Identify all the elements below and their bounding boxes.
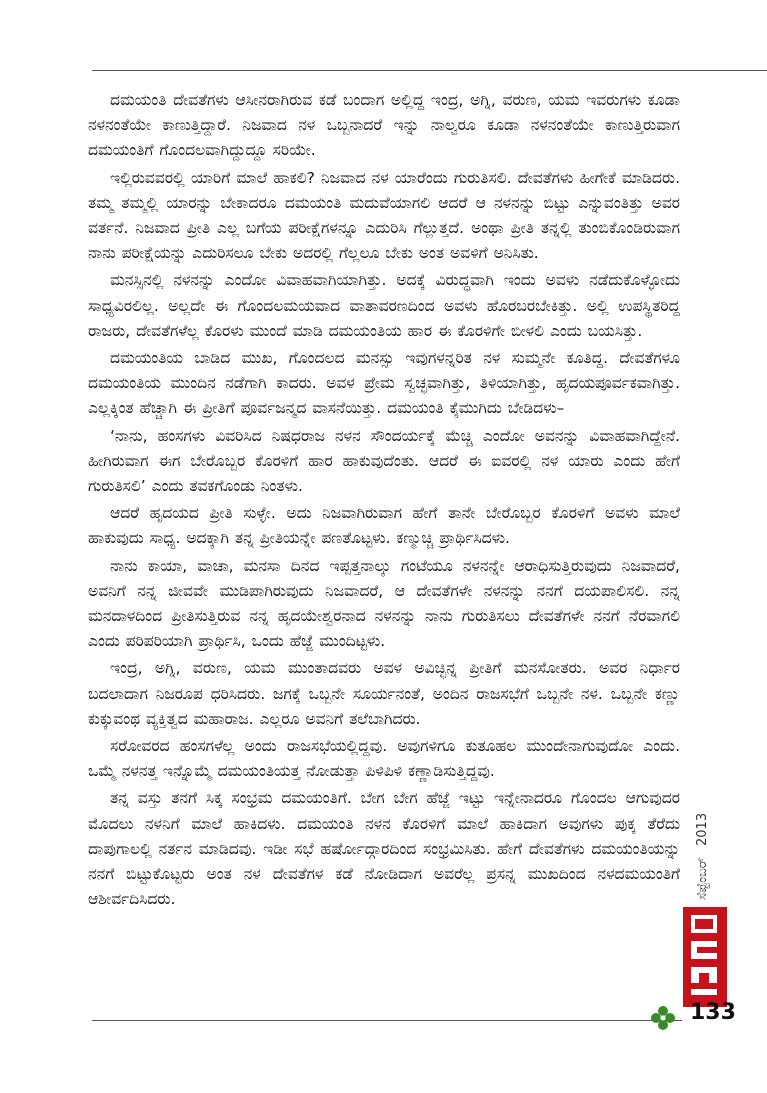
paragraph-8: ಇಂದ್ರ, ಅಗ್ನಿ, ವರುಣ, ಯಮ ಮುಂತಾದವರು ಅವಳ ಅವಿಚ್ಛಿನ್ನ ಪ್ರೀತಿಗೆ ಮನಸೋತರು. ಅವರ ನಿರ್ಧಾರ ಬದಲಾದಾಗ ನಿಜರೂಪ ಧರಿಸಿದರು. ಜಗಕ್ಕೆ ಒಬ್ಬನೇ ಸೂರ್ಯನಂತೆ, ಅಂದಿನ ರಾಜಸಭೆಗೆ ಒಬ್ಬನೇ ನಳ. ಒಬ್ಬನೇ ಕಣ್ಣು ಕುಕ್ಕುವಂಥ ವ್ಯಕ್ತಿತ್ವದ ಮಹಾರಾಜ. ಎಲ್ಲರೂ ಅವನಿಗೆ ತಲೆಬಾಗಿದರು. <box>88 659 680 728</box>
bottom-rule <box>92 1020 682 1021</box>
magazine-logo <box>681 905 731 1010</box>
paragraph-2: ಇಲ್ಲಿರುವವರಲ್ಲಿ ಯಾರಿಗೆ ಮಾಲೆ ಹಾಕಲಿ? ನಿಜವಾದ ನಳ ಯಾರೆಂದು ಗುರುತಿಸಲಿ. ದೇವತೆಗಳು ಹೀಗೇಕೆ ಮಾಡಿದರು. ತಮ್ಮ ತಮ್ಮಲ್ಲಿ ಯಾರನ್ನು ಬೇಕಾದರೂ ದಮಯಂತಿ ಮದುವೆಯಾಗಲಿ ಆದರೆ ಆ ನಳನನ್ನು ಬಿಟ್ಟು ಎನ್ನುವಂತಿತ್ತು ಅವರ ವರ್ತನೆ. ನಿಜವಾದ ಪ್ರೀತಿ ಎಲ್ಲ ಬಗೆಯ ಪರೀಕ್ಷೆಗಳನ್ನೂ ಎದುರಿಸಿ ಗೆಲ್ಲುತ್ತದೆ. ಅಂಥಾ ಪ್ರೀತಿ ತನ್ನಲ್ಲಿ ತುಂಬಿಕೊಂಡಿರುವಾಗ ನಾನು ಪರೀಕ್ಷೆಯನ್ನು ಎದುರಿಸಲೂ ಬೇಕು ಅದರಲ್ಲಿ ಗೆಲ್ಲಲೂ ಬೇಕು ಅಂತ ಅವಳಿಗೆ ಅನಿಸಿತು. <box>88 168 680 263</box>
paragraph-5: ‘ನಾನು, ಹಂಸಗಳು ವಿವರಿಸಿದ ನಿಷಧರಾಜ ನಳನ ಸೌಂದರ್ಯಕ್ಕೆ ಮೆಚ್ಚಿ ಎಂದೋ ಅವನನ್ನು ವಿವಾಹವಾಗಿದ್ದೇನೆ. ಹೀಗಿರುವಾಗ ಈಗ ಬೇರೊಬ್ಬರ ಕೊರಳಿಗೆ ಹಾರ ಹಾಕುವುದೆಂತು. ಆದರೆ ಈ ಐವರಲ್ಲಿ ನಳ ಯಾರು ಎಂದು ಹೇಗೆ ಗುರುತಿಸಲಿ’ ಎಂದು ತವಕಗೊಂಡು ನಿಂತಳು. <box>88 426 680 496</box>
paragraph-4: ದಮಯಂತಿಯ ಬಾಡಿದ ಮುಖ, ಗೊಂದಲದ ಮನಸ್ಸು ಇವುಗಳನ್ನರಿತ ನಳ ಸುಮ್ಮನೇ ಕೂತಿದ್ದ. ದೇವತೆಗಳೂ ದಮಯಂತಿಯ ಮುಂದಿನ ನಡೆಗಾಗಿ ಕಾದರು. ಅವಳ ಪ್ರೇಮ ಸ್ವಚ್ಛವಾಗಿತ್ತು, ತಿಳಿಯಾಗಿತ್ತು, ಹೃದಯಪೂರ್ವಕವಾಗಿತ್ತು. ಎಲ್ಲಕ್ಕಿಂತ ಹೆಚ್ಚಾಗಿ ಈ ಪ್ರೀತಿಗೆ ಪೂರ್ವಜನ್ಮದ ವಾಸನೆಯಿತ್ತು. ದಮಯಂತಿ ಕೈಮುಗಿದು ಬೇಡಿದಳು– <box>88 349 680 418</box>
paragraph-6: ಆದರೆ ಹೃದಯದ ಪ್ರೀತಿ ಸುಳ್ಳೇ. ಅದು ನಿಜವಾಗಿರುವಾಗ ಹೇಗೆ ತಾನೇ ಬೇರೊಬ್ಬರ ಕೊರಳಿಗೆ ಅವಳು ಮಾಲೆ ಹಾಕುವುದು ಸಾಧ್ಯ. ಅದಕ್ಕಾಗಿ ತನ್ನ ಪ್ರೀತಿಯನ್ನೇ ಪಣತೊಟ್ಟಳು. ಕಣ್ಮುಚ್ಚಿ ಪ್ರಾರ್ಥಿಸಿದಳು. <box>88 504 680 548</box>
page-number: 133 <box>690 1000 736 1025</box>
top-rule <box>92 70 767 71</box>
paragraph-3: ಮನಸ್ಸಿನಲ್ಲಿ ನಳನನ್ನು ಎಂದೋ ವಿವಾಹವಾಗಿಯಾಗಿತ್ತು. ಅದಕ್ಕೆ ವಿರುದ್ಧವಾಗಿ ಇಂದು ಅವಳು ನಡೆದುಕೊಳ್ಳೋದು ಸಾಧ್ಯವಿರಲಿಲ್ಲ. ಅಲ್ಲದೇ ಈ ಗೊಂದಲಮಯವಾದ ವಾತಾವರಣದಿಂದ ಅವಳು ಹೊರಬರಬೇಕಿತ್ತು. ಅಲ್ಲಿ ಉಪಸ್ಥಿತರಿದ್ದ ರಾಜರು, ದೇವತೆಗಳೆಲ್ಲ ಕೊರಳು ಮುಂದೆ ಮಾಡಿ ದಮಯಂತಿಯ ಹಾರ ಈ ಕೊರಳಿಗೇ ಬೀಳಲಿ ಎಂದು ಬಯಸಿತ್ತು. <box>88 271 680 340</box>
flower-ornament-icon <box>648 1003 678 1033</box>
paragraph-9: ಸರೋವರದ ಹಂಸಗಳೆಲ್ಲ ಅಂದು ರಾಜಸಭೆಯಲ್ಲಿದ್ದವು. ಅವುಗಳಿಗೂ ಕುತೂಹಲ ಮುಂದೇನಾಗುವುದೋ ಎಂದು. ಒಮ್ಮೆ ನಳನತ್ತ ಇನ್ನೊಮ್ಮೆ ದಮಯಂತಿಯತ್ತ ನೋಡುತ್ತಾ ಪಿಳಿಪಿಳಿ ಕಣ್ಣಾಡಿಸುತ್ತಿದ್ದವು. <box>88 737 680 781</box>
article-body <box>88 88 680 915</box>
paragraph-1: ದಮಯಂತಿ ದೇವತೆಗಳು ಆಸೀನರಾಗಿರುವ ಕಡೆ ಬಂದಾಗ ಅಲ್ಲಿದ್ದ ಇಂದ್ರ, ಅಗ್ನಿ, ವರುಣ, ಯಮ ಇವರುಗಳು ಕೂಡಾ ನಳನಂತೆಯೇ ಕಾಣುತ್ತಿದ್ದಾರೆ. ನಿಜವಾದ ನಳ ಒಬ್ಬನಾದರೆ ಇನ್ನು ನಾಲ್ವರೂ ಕೂಡಾ ನಳನಂತೆಯೇ ಕಾಣುತ್ತಿರುವಾಗ ದಮಯಂತಿಗೆ ಗೊಂದಲವಾಗಿದ್ದುದ್ದೂ ಸರಿಯೇ. <box>88 91 680 160</box>
issue-year: 2013 <box>695 812 710 846</box>
paragraph-7: ನಾನು ಕಾಯಾ, ವಾಚಾ, ಮನಸಾ ದಿನದ ಇಪ್ಪತ್ತನಾಲ್ಕು ಗಂಟೆಯೂ ನಳನನ್ನೇ ಆರಾಧಿಸುತ್ತಿರುವುದು ನಿಜವಾದರೆ, ಅವನಿಗೆ ನನ್ನ ಜೀವವೇ ಮುಡಿಪಾಗಿರುವುದು ನಿಜವಾದರೆ, ಆ ದೇವತೆಗಳೇ ನಳನನ್ನು ನನಗೆ ದಯಪಾಲಿಸಲಿ. ನನ್ನ ಮನದಾಳದಿಂದ ಪ್ರೀತಿಸುತ್ತಿರುವ ನನ್ನ ಹೃದಯೇಶ್ವರನಾದ ನಳನನ್ನು ನಾನು ಗುರುತಿಸಲು ದೇವತೆಗಳೇ ನನಗೆ ನೆರವಾಗಲಿ ಎಂದು ಪರಿಪರಿಯಾಗಿ ಪ್ರಾರ್ಥಿಸಿ, ಒಂದು ಹೆಜ್ಜೆ ಮುಂದಿಟ್ಟಳು. <box>88 556 680 651</box>
issue-month: ಸೆಪ್ಟೆಂಬರ್ <box>695 857 710 900</box>
paragraph-10: ತನ್ನ ವಸ್ತು ತನಗೆ ಸಿಕ್ಕ ಸಂಭ್ರಮ ದಮಯಂತಿಗೆ. ಬೇಗ ಬೇಗ ಹೆಜ್ಜೆ ಇಟ್ಟು ಇನ್ನೇನಾದರೂ ಗೊಂದಲ ಆಗುವುದರ ಮೊದಲು ನಳನಿಗೆ ಮಾಲೆ ಹಾಕಿದಳು. ದಮಯಂತಿ ನಳನ ಕೊರಳಿಗೆ ಮಾಲೆ ಹಾಕಿದಾಗ ಅವುಗಳು ಪುಕ್ಕ ತೆರೆದು ದಾಪುಗಾಲಲ್ಲಿ ನರ್ತನ ಮಾಡಿದವು. ಇಡೀ ಸಭೆ ಹರ್ಷೋದ್ಗಾರದಿಂದ ಸಂಭ್ರಮಿಸಿತು. ಹೇಗೆ ದೇವತೆಗಳು ದಮಯಂತಿಯನ್ನು ನನಗೆ ಬಿಟ್ಟುಕೊಟ್ಟರು ಅಂತ ನಳ ದೇವತೆಗಳ ಕಡೆ ನೋಡಿದಾಗ ಅವರೆಲ್ಲ ಪ್ರಸನ್ನ ಮುಖದಿಂದ ನಳದಮಯಂತಿಗೆ ಆಶೀರ್ವದಿಸಿದರು. <box>88 789 680 909</box>
